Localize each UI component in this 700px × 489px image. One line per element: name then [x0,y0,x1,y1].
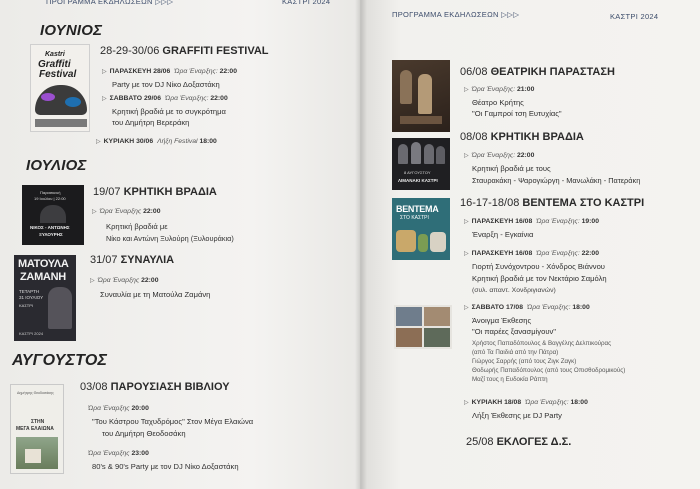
event-description: Έναρξη - Εγκαίνια [472,230,534,239]
event-description: Νίκο και Αντώνη Ξυλούρη (Ξυλουράκια) [106,234,234,243]
event-title-book-presentation: 03/08 ΠΑΡΟΥΣΙΑΣΗ ΒΙΒΛΙΟΥ [80,381,230,393]
month-august: ΑΥΓΟΥΣΤΟΣ [12,352,108,369]
event-description: Κρητική βραδιά με το συγκρότημα [112,107,226,116]
graffiti-poster: Kastri Graffiti Festival [30,44,90,132]
event-title-ekloges: 25/08 ΕΚΛΟΓΕΣ Δ.Σ. [466,436,572,448]
ventema-poster: ΒΕΝΤΕΜΑ ΣΤΟ ΚΑΣΤΡΙ [392,198,450,260]
exhibition-credit: Θοδωρής Παπαδόπουλος (από τους Οπισθοδρομικούς) [472,367,626,374]
program-header: ΠΡΟΓΡΑΜΜΑ ΕΚΔΗΛΩΣΕΩΝ ▷▷▷ [392,10,520,19]
exhibition-photos [394,305,452,349]
event-description: Κρητική βραδιά με τους [472,164,551,173]
zamani-concert-poster: ΜΑΤΟΥΛΑ ΖΑΜΑΝΗ ΤΕΤΑΡΤΗ 31 ΙΟΥΛΙΟΥ ΚΑΣΤΡΙ ΚΑΣΤΡΙ 2024 [14,255,76,341]
schedule-row: ▷ ΣΑΒΒΑΤΟ 29/06 Ώρα Έναρξης: 22:00 [102,95,228,102]
program-year: ΚΑΣΤΡΙ 2024 [282,0,331,6]
schedule-row: ▷ Ώρα Έναρξης 22:00 [90,277,159,284]
event-description: του Δημήτρη Θεοδοσάκη [102,429,186,438]
schedule-row: ▷ ΚΥΡΙΑΚΗ 30/06 Λήξη Festival 18:00 [96,138,217,145]
schedule-row: ▷ ΣΑΒΒΑΤΟ 17/08 Ώρα Έναρξης: 18:00 [464,304,590,311]
schedule-row: Ώρα Έναρξης 20:00 [88,405,149,412]
schedule-row: ▷ ΚΥΡΙΑΚΗ 18/08 Ώρα Έναρξης: 18:00 [464,399,588,406]
event-description: Γιορτή Συνόχοντρου - Χόνδρος Βιάννου [472,262,605,271]
theater-poster [392,60,450,132]
event-description: "Του Κάστρου Ταχυδρόμος" Στον Μέγα Ελαιώνα [92,417,254,426]
page-fold [355,0,367,489]
kritiki-vradia-poster: Παρασκευή 19 Ιουλίου | 22:00 ΝΙΚΟΣ - ΑΝΤΩΝΗΣ ΞΥΛΟΥΡΗΣ [22,185,84,245]
event-description: "Οι Γαμπροί τση Ευτυχίας" [472,109,562,118]
event-description: Συναυλία με τη Ματούλα Ζαμάνη [100,290,211,299]
month-july: ΙΟΥΛΙΟΣ [26,157,87,174]
event-description: "Οι παρέες ξανασμίγουν" [472,327,556,336]
event-title-kritiki-vradia: 19/07 ΚΡΗΤΙΚΗ ΒΡΑΔΙΑ [93,186,217,198]
exhibition-credit: Μαζί τους η Ευδοκία Ράπτη [472,376,548,383]
schedule-row: ▷ ΠΑΡΑΣΚΕΥΗ 16/08 Ώρα Έναρξης: 19:00 [464,218,599,225]
event-title-graffiti: 28-29-30/06 GRAFFITI FESTIVAL [100,45,269,57]
event-description: Party με τον DJ Νίκο Δοξαστάκη [112,80,220,89]
exhibition-credit: Γιώργος Σαρρής (από τους Ζιγκ Ζαγκ) [472,358,577,365]
schedule-row: ▷ ΠΑΡΑΣΚΕΥΗ 28/06 Ώρα Έναρξης: 22:00 [102,68,237,75]
event-description: Κρητική βραδιά με [106,222,168,231]
exhibition-credit: Χρήστος Παπαδόπουλος & Βαγγέλης Δελπικούρας [472,340,612,347]
event-description: Άνοιγμα Έκθεσης [472,316,532,325]
schedule-row: ▷ ΠΑΡΑΣΚΕΥΗ 16/08 Ώρα Έναρξης: 22:00 [464,250,599,257]
schedule-row: ▷ Ώρα Έναρξης: 21:00 [464,86,535,93]
kritiki-vradia-poster-2: 8 ΑΥΓΟΥΣΤΟΥ ΛΙΜΑΝΑΚΙ ΚΑΣΤΡΙ [392,138,450,190]
event-description: Κρητική βραδιά με τον Νεκτάριο Σαμόλη [472,274,607,283]
event-description: (συλ. απαντ. Χονδριγιανών) [472,287,556,294]
event-description: Σταυρακάκη - Ψαρογιώργη - Μανωλάκη - Πατεράκη [472,176,641,185]
book-cover: Δημήτρης Θεοδοσάκης ΣΤΗΝ ΜΕΓΑ ΕΛΑΙΩΝΑ [10,384,64,474]
program-header: ΠΡΟΓΡΑΜΜΑ ΕΚΔΗΛΩΣΕΩΝ ▷▷▷ [46,0,174,6]
event-description: του Δημήτρη Βερεράκη [112,118,190,127]
schedule-row: ▷ Ώρα Έναρξης: 22:00 [464,152,535,159]
event-description: 80's & 90's Party με τον DJ Νίκο Δοξαστάκη [92,462,239,471]
event-title-theater: 06/08 ΘΕΑΤΡΙΚΗ ΠΑΡΑΣΤΑΣΗ [460,66,615,78]
program-year: ΚΑΣΤΡΙ 2024 [610,12,659,21]
month-june: ΙΟΥΝΙΟΣ [40,22,103,39]
exhibition-credit: (από Τα Παιδιά από την Πάτρα) [472,349,559,356]
event-description: Θέατρο Κρήτης [472,98,524,107]
event-title-ventema: 16-17-18/08 ΒΕΝΤΕΜΑ ΣΤΟ ΚΑΣΤΡΙ [460,197,645,209]
schedule-row: Ώρα Έναρξης 23:00 [88,450,149,457]
schedule-row: ▷ Ώρα Έναρξης 22:00 [92,208,161,215]
event-title-synavlia: 31/07 ΣΥΝΑΥΛΙΑ [90,254,175,266]
event-description: Λήξη Έκθεσης με DJ Party [472,411,562,420]
event-title-kritiki-vradia-2: 08/08 ΚΡΗΤΙΚΗ ΒΡΑΔΙΑ [460,131,584,143]
right-page [360,0,700,489]
